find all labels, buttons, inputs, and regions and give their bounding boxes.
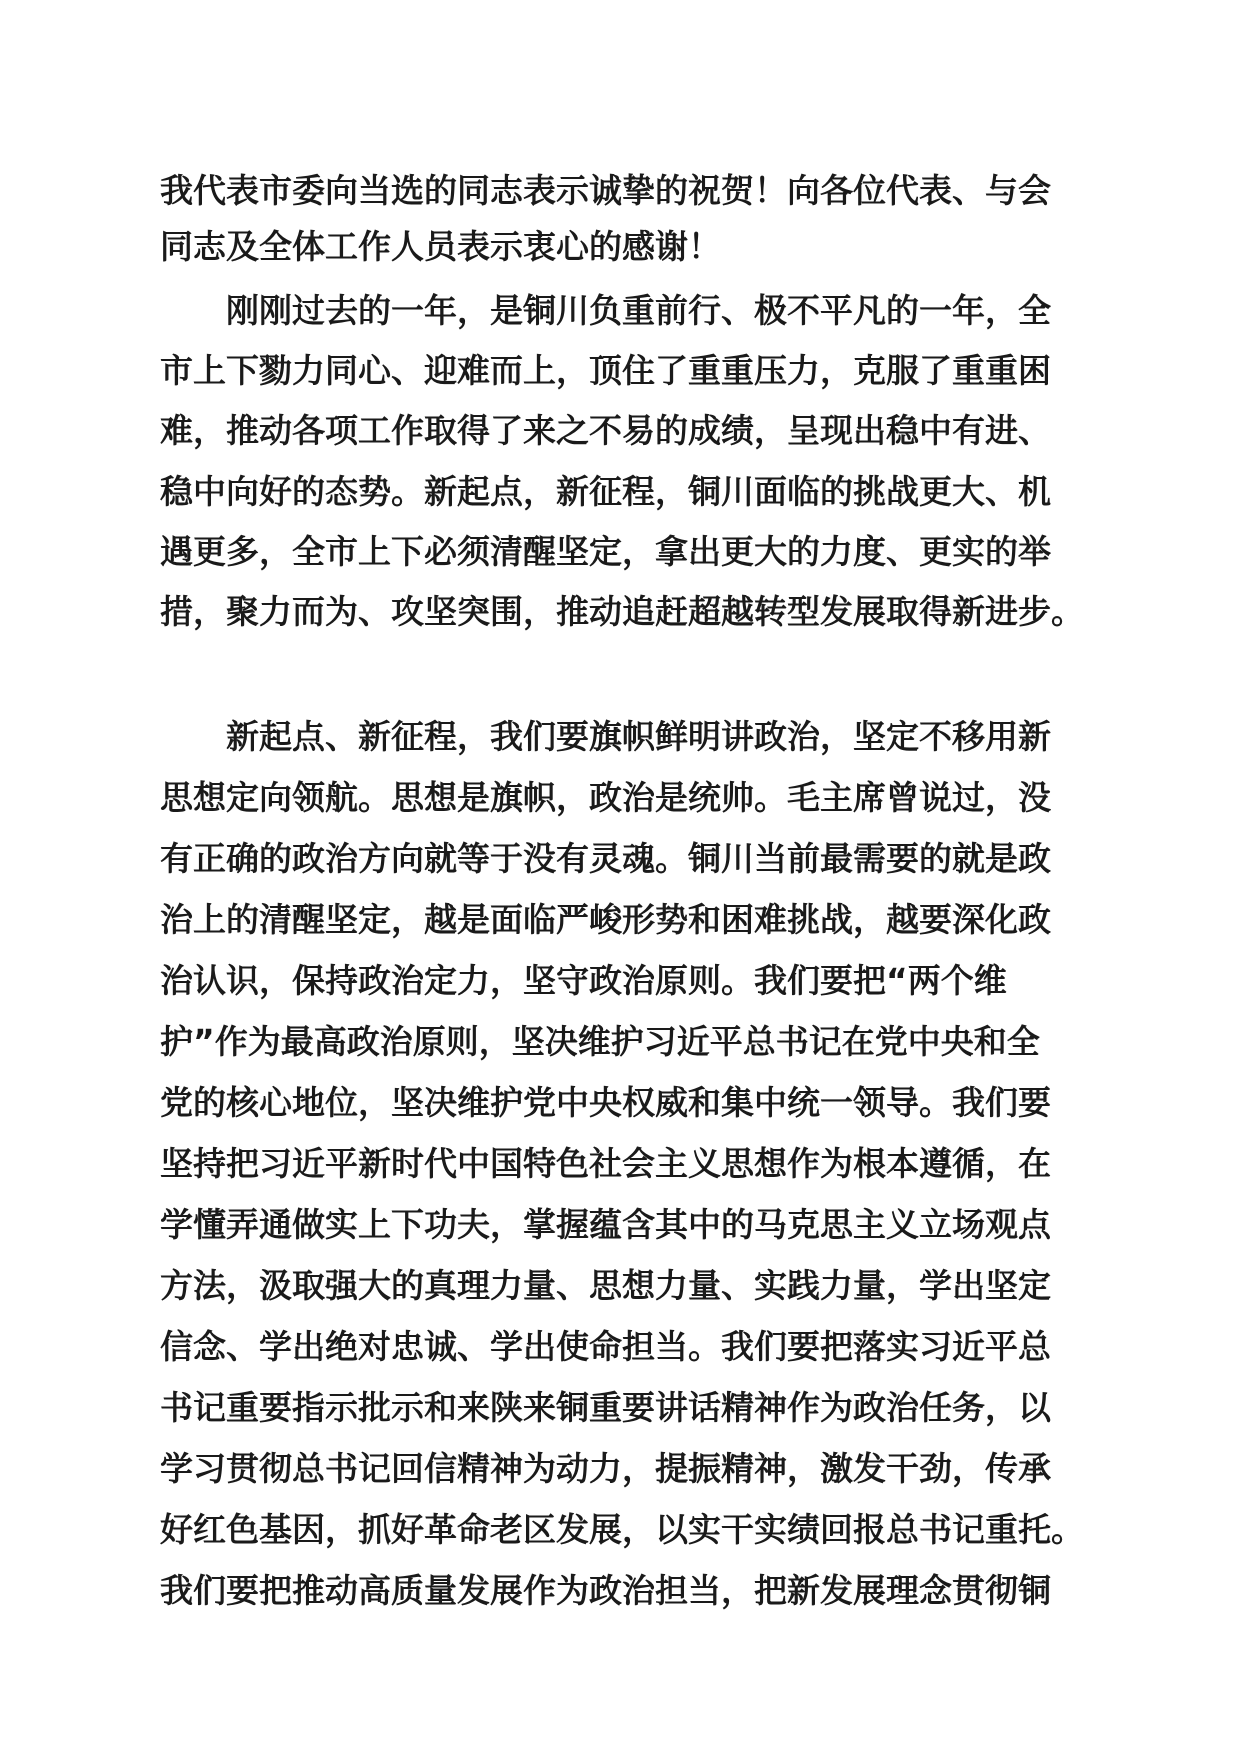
text-line: 治认识，保持政治定力，坚守政治原则。我们要把“两个维 <box>160 961 1007 1000</box>
text-line: 有正确的政治方向就等于没有灵魂。铜川当前最需要的就是政 <box>160 839 1051 878</box>
text-line: 坚持把习近平新时代中国特色社会主义思想作为根本遵循，在 <box>160 1144 1051 1183</box>
text-line: 学懂弄通做实上下功夫，掌握蕴含其中的马克思主义立场观点 <box>160 1205 1051 1244</box>
text-line: 书记重要指示批示和来陕来铜重要讲话精神作为政治任务，以 <box>160 1388 1051 1427</box>
text-line: 市上下勠力同心、迎难而上，顶住了重重压力，克服了重重困 <box>160 351 1051 390</box>
text-line: 党的核心地位，坚决维护党中央权威和集中统一领导。我们要 <box>160 1083 1051 1122</box>
text-line: 新起点、新征程，我们要旗帜鲜明讲政治，坚定不移用新 <box>226 717 1051 756</box>
text-line: 稳中向好的态势。新起点，新征程，铜川面临的挑战更大、机 <box>160 472 1051 511</box>
text-line: 我代表市委向当选的同志表示诚挚的祝贺！向各位代表、与会 <box>160 171 1051 210</box>
text-line: 措，聚力而为、攻坚突围，推动追赶超越转型发展取得新进步。 <box>160 592 1084 631</box>
text-line: 遇更多，全市上下必须清醒坚定，拿出更大的力度、更实的举 <box>160 532 1051 571</box>
text-line: 治上的清醒坚定，越是面临严峻形势和困难挑战，越要深化政 <box>160 900 1051 939</box>
text-line: 思想定向领航。思想是旗帜，政治是统帅。毛主席曾说过，没 <box>160 778 1051 817</box>
text-line: 难，推动各项工作取得了来之不易的成绩，呈现出稳中有进、 <box>160 411 1051 450</box>
text-line: 学习贯彻总书记回信精神为动力，提振精神，激发干劲，传承 <box>160 1449 1051 1488</box>
text-line: 方法，汲取强大的真理力量、思想力量、实践力量，学出坚定 <box>160 1266 1051 1305</box>
text-line: 刚刚过去的一年，是铜川负重前行、极不平凡的一年，全 <box>226 291 1051 330</box>
text-line: 我们要把推动高质量发展作为政治担当，把新发展理念贯彻铜 <box>160 1571 1051 1610</box>
text-line: 护”作为最高政治原则，坚决维护习近平总书记在党中央和全 <box>160 1022 1040 1061</box>
text-line: 好红色基因，抓好革命老区发展，以实干实绩回报总书记重托。 <box>160 1510 1084 1549</box>
text-line: 同志及全体工作人员表示衷心的感谢！ <box>160 227 721 266</box>
text-line: 信念、学出绝对忠诚、学出使命担当。我们要把落实习近平总 <box>160 1327 1051 1366</box>
